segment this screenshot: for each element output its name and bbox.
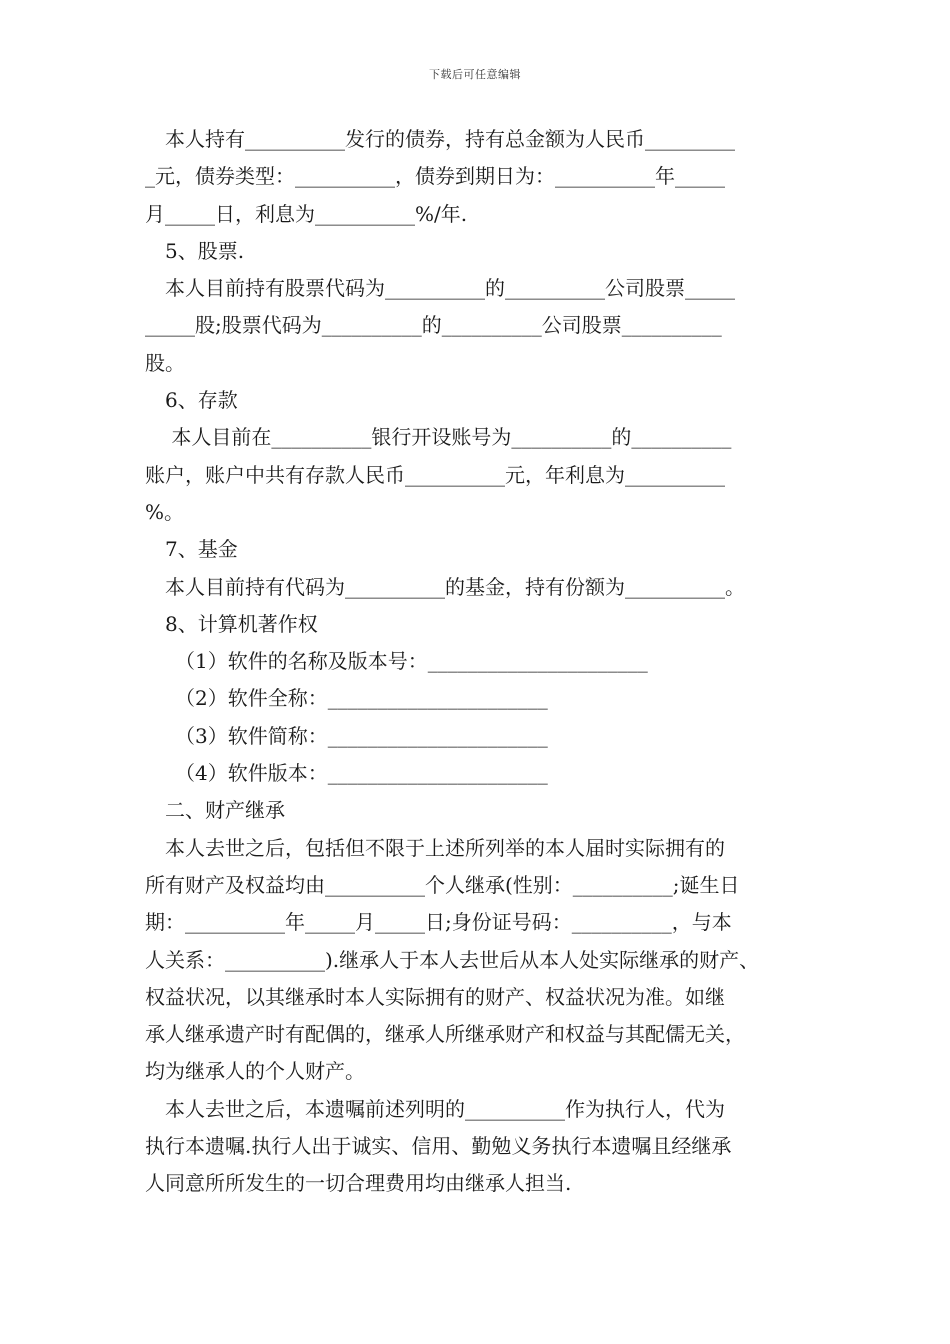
text-line: 股。 [145, 350, 185, 375]
text-line: 执行本遗嘱.执行人出于诚实、信用、勤勉义务执行本遗嘱且经继承 [145, 1134, 732, 1159]
text-line: 本人持有__________发行的债券，持有总金额为人民币_________ [165, 127, 735, 151]
text-line: 人关系：__________).继承人于本人去世后从本人处实际继承的财产、 [145, 947, 760, 972]
text-line: %。 [145, 499, 185, 524]
text-line: 5、股票. [165, 238, 245, 263]
text-line: 承人继承遗产时有配偶的，继承人所继承财产和权益与其配儒无关， [145, 1022, 745, 1047]
text-line: 期：__________年_____月_____日;身份证号码：__________，与本 [145, 910, 732, 935]
text-line: 本人去世之后，本遗嘱前述列明的__________作为执行人，代为 [165, 1096, 725, 1121]
document-body [145, 121, 810, 1203]
text-line: 本人目前持有股票代码为__________的__________公司股票_____ [165, 276, 735, 301]
text-line: 7、基金 [165, 537, 238, 562]
text-line: 本人去世之后，包括但不限于上述所列举的本人届时实际拥有的 [165, 835, 725, 860]
text-line: （4）软件版本：______________________ [175, 761, 548, 786]
text-line: 月_____日，利息为__________%/年. [145, 201, 468, 226]
text-line: 6、存款 [165, 388, 238, 413]
text-line: （3）软件简称：______________________ [175, 723, 548, 748]
header-note: 下载后可任意编辑 [429, 68, 521, 81]
text-line: _____股;股票代码为__________的__________公司股票__________ [145, 313, 722, 338]
text-line: _元，债券类型：__________，债券到期日为：__________年_____ [145, 164, 725, 189]
text-line: （2）软件全称：______________________ [175, 686, 548, 711]
text-line: 8、计算机著作权 [165, 611, 318, 636]
text-line: 所有财产及权益均由__________个人继承(性别：__________;诞生日 [145, 872, 740, 897]
text-line: 本人目前持有代码为__________的基金，持有份额为__________。 [165, 574, 745, 599]
text-line: 权益状况，以其继承时本人实际拥有的财产、权益状况为准。如继 [145, 984, 725, 1009]
text-line: 本人目前在__________银行开设账号为__________的__________ [165, 425, 732, 450]
text-line: （1）软件的名称及版本号：______________________ [175, 649, 648, 674]
text-line: 人同意所所发生的一切合理费用均由继承人担当. [145, 1171, 572, 1196]
text-line: 均为继承人的个人财产。 [145, 1059, 365, 1084]
text-line: 账户，账户中共有存款人民币__________元，年利息为__________ [145, 462, 725, 487]
text-line: 二、财产继承 [165, 798, 285, 823]
